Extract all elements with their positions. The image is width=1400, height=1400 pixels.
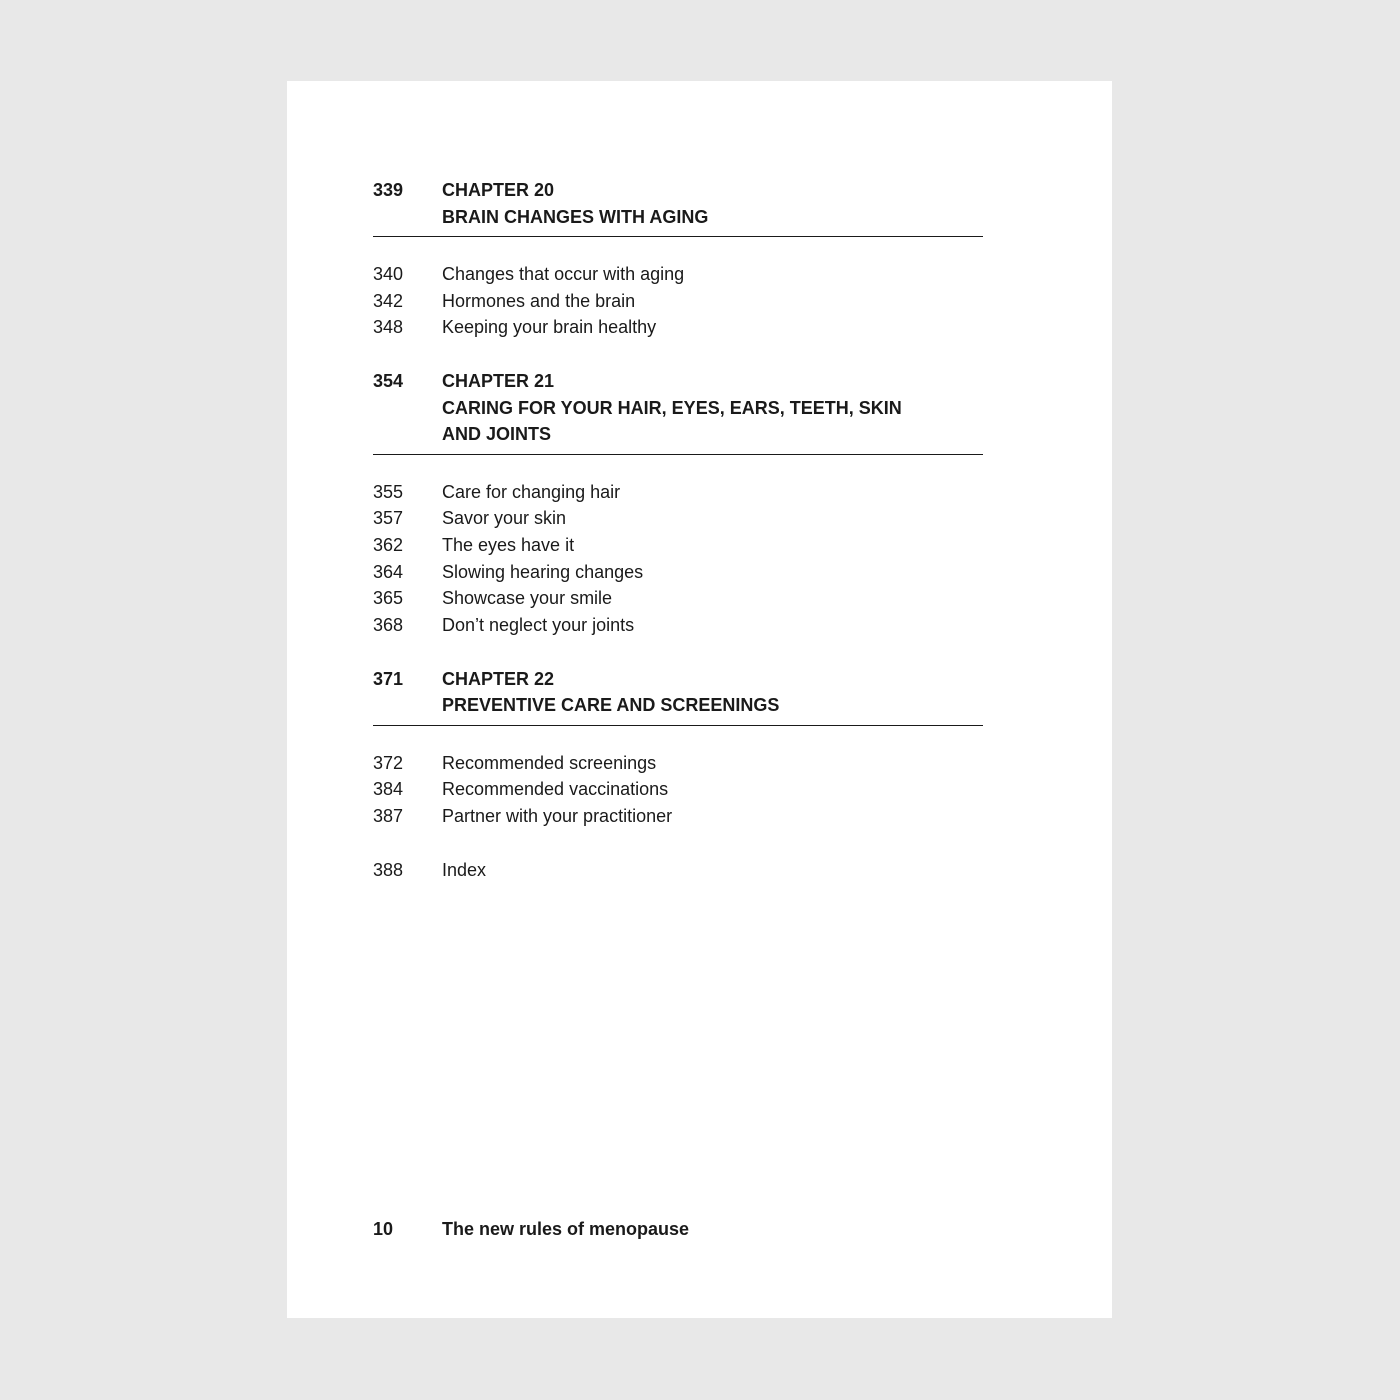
toc-entry xyxy=(373,750,983,777)
running-book-title: The new rules of menopause xyxy=(442,1219,690,1239)
entry-page-number: 387 xyxy=(373,806,404,827)
entry-page-number: 340 xyxy=(373,264,404,284)
chapter-title: CARING FOR YOUR HAIR, EYES, EARS, TEETH, SKIN xyxy=(442,397,902,418)
entry-title: Don’t neglect your joints xyxy=(442,615,635,635)
table-of-contents xyxy=(373,177,983,883)
entry-page-number: 372 xyxy=(373,752,404,773)
toc-entry xyxy=(373,532,983,559)
entry-page-number: 364 xyxy=(373,561,404,582)
entry-page-number: 348 xyxy=(373,317,404,338)
entry-title: Keeping your brain healthy xyxy=(442,317,657,338)
toc-entry xyxy=(373,776,983,803)
entry-title: Index xyxy=(442,859,487,880)
chapter-title: PREVENTIVE CARE AND SCREENINGS xyxy=(442,695,780,716)
entry-title: Recommended vaccinations xyxy=(442,779,669,800)
chapter-title-continued: AND JOINTS xyxy=(442,424,552,445)
toc-entry xyxy=(373,288,983,315)
entry-page-number: 388 xyxy=(373,859,404,880)
toc-entry xyxy=(373,585,983,612)
entry-title: Slowing hearing changes xyxy=(442,561,644,582)
entry-page-number: 342 xyxy=(373,290,404,311)
entry-page-number: 362 xyxy=(373,534,404,555)
entry-title: Hormones and the brain xyxy=(442,290,636,311)
toc-entry xyxy=(373,314,983,341)
toc-entry xyxy=(373,261,983,288)
book-page xyxy=(287,81,1112,1318)
entry-title: Changes that occur with aging xyxy=(442,264,685,284)
entry-page-number: 365 xyxy=(373,588,404,609)
entry-title: Recommended screenings xyxy=(442,752,657,773)
chapter-label: CHAPTER 21 xyxy=(442,371,555,392)
chapter-page-number: 371 xyxy=(373,668,404,689)
chapter-page-number: 339 xyxy=(373,180,404,200)
entry-title: Showcase your smile xyxy=(442,588,613,609)
entry-title: Care for changing hair xyxy=(442,481,621,502)
toc-entry xyxy=(373,612,983,639)
toc-entry xyxy=(373,803,983,830)
toc-entry xyxy=(373,479,983,506)
chapter-heading xyxy=(373,368,983,455)
toc-entry xyxy=(373,559,983,586)
toc-entry-index xyxy=(373,857,983,884)
chapter-label: CHAPTER 22 xyxy=(442,668,555,689)
chapter-heading xyxy=(373,666,983,726)
page-footer xyxy=(373,1216,983,1242)
entry-page-number: 357 xyxy=(373,508,404,529)
entry-page-number: 384 xyxy=(373,779,404,800)
entry-title: Partner with your practitioner xyxy=(442,806,673,827)
entry-page-number: 368 xyxy=(373,615,404,635)
chapter-label: CHAPTER 20 xyxy=(442,180,555,200)
toc-entry xyxy=(373,505,983,532)
entry-title: Savor your skin xyxy=(442,508,567,529)
chapter-heading xyxy=(373,177,983,237)
chapter-page-number: 354 xyxy=(373,371,404,392)
entry-page-number: 355 xyxy=(373,481,404,502)
entry-title: The eyes have it xyxy=(442,534,575,555)
folio-page-number: 10 xyxy=(373,1219,394,1239)
chapter-title: BRAIN CHANGES WITH AGING xyxy=(442,206,709,227)
